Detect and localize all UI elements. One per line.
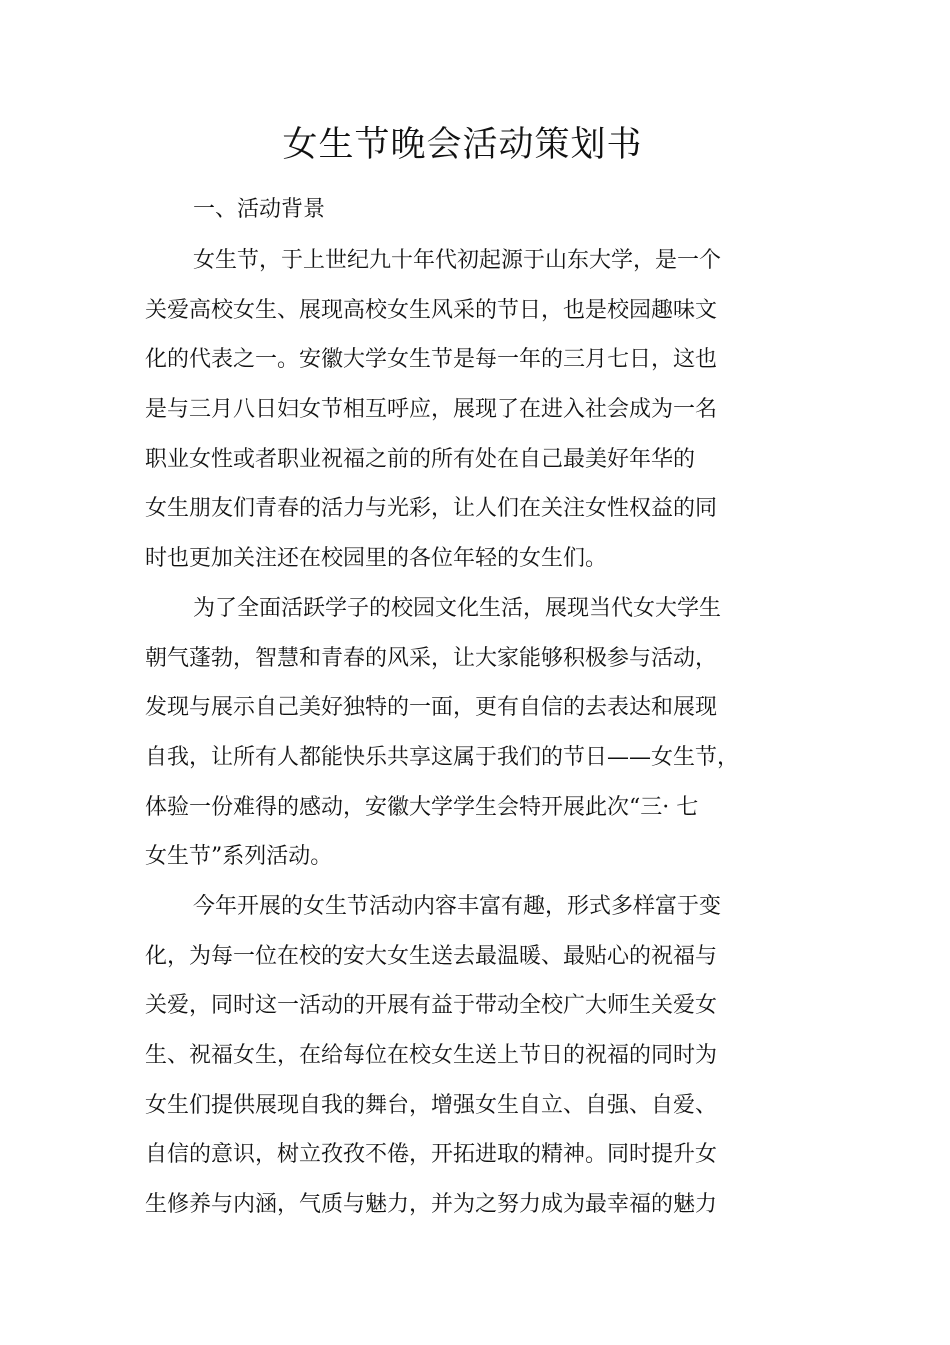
paragraph-line: 时也更加关注还在校园里的各位年轻的女生们。 bbox=[145, 546, 608, 572]
paragraph-line: 职业女性或者职业祝福之前的所有处在自己最美好年华的 bbox=[145, 446, 696, 472]
section-heading: 一、活动背景 bbox=[193, 197, 326, 222]
paragraph-line: 体验一份难得的感动，安徽大学学生会特开展此次“三· 七 bbox=[145, 794, 699, 820]
paragraph-line: 女生节”系列活动。 bbox=[145, 844, 333, 870]
paragraph-line: 自我，让所有人都能快乐共享这属于我们的节日——女生节， bbox=[145, 744, 740, 770]
paragraph-line: 朝气蓬勃，智慧和青春的风采，让大家能够积极参与活动， bbox=[145, 645, 718, 671]
paragraph-line: 女生朋友们青春的活力与光彩，让人们在关注女性权益的同 bbox=[145, 496, 718, 522]
paragraph-line: 生、祝福女生，在给每位在校女生送上节日的祝福的同时为 bbox=[145, 1043, 718, 1068]
paragraph-line: 为了全面活跃学子的校园文化生活，展现当代女大学生 bbox=[193, 595, 722, 621]
paragraph-line: 女生们提供展现自我的舞台，增强女生自立、自强、自爱、 bbox=[145, 1092, 718, 1118]
paragraph-line: 生修养与内涵，气质与魅力，并为之努力成为最幸福的魅力 bbox=[145, 1192, 718, 1218]
document-body bbox=[145, 236, 755, 1230]
paragraph-line: 自信的意识，树立孜孜不倦，开拓进取的精神。同时提升女 bbox=[145, 1142, 718, 1168]
document-title: 女生节晚会活动策划书 bbox=[282, 125, 643, 165]
paragraph-line: 关爱，同时这一活动的开展有益于带动全校广大师生关爱女 bbox=[145, 993, 718, 1019]
paragraph-line: 化，为每一位在校的安大女生送去最温暖、最贴心的祝福与 bbox=[145, 943, 718, 969]
paragraph-line: 化的代表之一。安徽大学女生节是每一年的三月七日，这也 bbox=[145, 347, 718, 373]
paragraph-line: 女生节，于上世纪九十年代初起源于山东大学，是一个 bbox=[193, 248, 722, 273]
paragraph-line: 是与三月八日妇女节相互呼应，展现了在进入社会成为一名 bbox=[145, 397, 718, 423]
paragraph-line: 关爱高校女生、展现高校女生风采的节日，也是校园趣味文 bbox=[145, 297, 718, 323]
paragraph-line: 今年开展的女生节活动内容丰富有趣，形式多样富于变 bbox=[193, 893, 722, 919]
paragraph-line: 发现与展示自己美好独特的一面，更有自信的去表达和展现 bbox=[145, 695, 718, 721]
